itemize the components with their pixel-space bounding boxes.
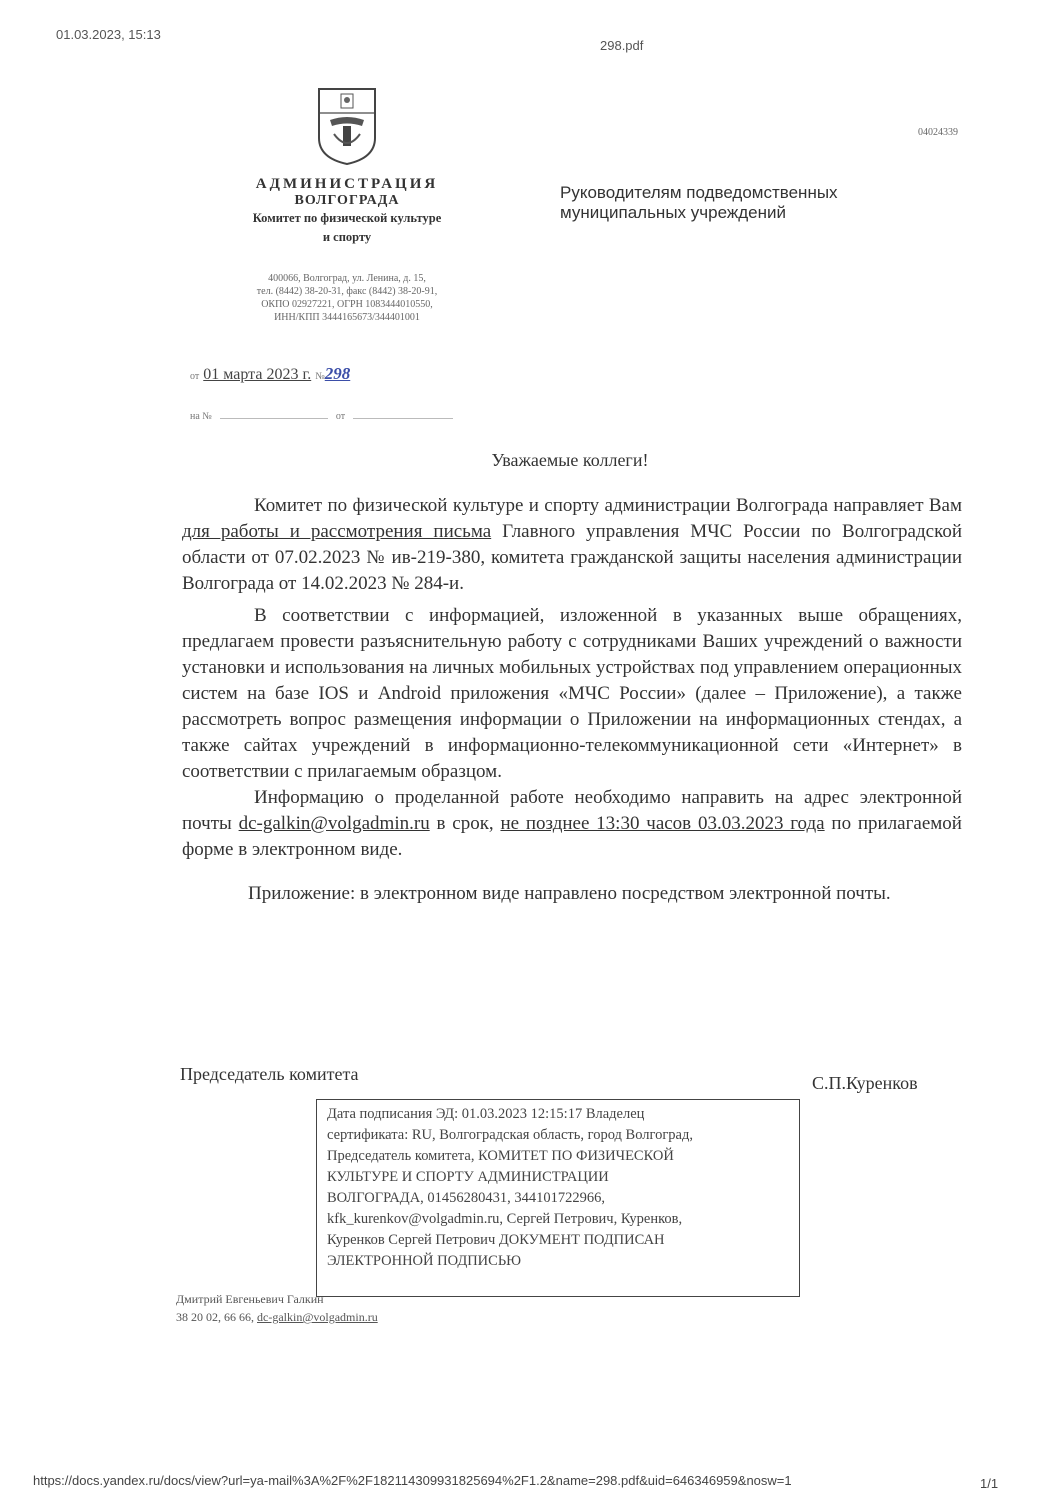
page-indicator: 1/1 [980, 1476, 999, 1491]
stamp-line: ЭЛЕКТРОННОЙ ПОДПИСЬЮ [327, 1253, 522, 1269]
address-line: ИНН/КПП 3444165673/344401001 [274, 312, 420, 323]
executor-name: Дмитрий Евгеньевич Галкин [176, 1292, 324, 1306]
reply-date-blank [353, 418, 453, 419]
address-line: 400066, Волгоград, ул. Ленина, д. 15, [268, 273, 426, 284]
paragraph-3-start: Информацию о проделанной работе необходимо направить на адрес электронной почты [182, 787, 962, 834]
executor-info [176, 1290, 378, 1326]
source-url: https://docs.yandex.ru/docs/view?url=ya-mail%3A%2F%2F182114309931825694%2F1.2&name=298.pdf&uid=646346959&nosw=1 [33, 1473, 792, 1488]
stamp-line: Председатель комитета, КОМИТЕТ ПО ФИЗИЧЕСКОЙ [327, 1148, 674, 1164]
document-date: 01 марта 2023 г. [203, 366, 312, 383]
organization-header [206, 176, 488, 247]
document-number: 298 [324, 364, 351, 383]
signer-position: Председатель комитета [180, 1064, 359, 1084]
address-line: ОКПО 02927221, ОГРН 1083444010550, [261, 299, 433, 310]
executor-phones: 38 20 02, 66 66, [176, 1310, 257, 1324]
organization-address [206, 272, 488, 324]
stamp-line: КУЛЬТУРЕ И СПОРТУ АДМИНИСТРАЦИИ [327, 1169, 609, 1185]
signer-name: С.П.Куренков [812, 1073, 918, 1093]
recipient-block [560, 183, 838, 223]
electronic-signature-stamp [316, 1099, 800, 1297]
reply-number-blank [220, 418, 328, 419]
paragraph-1-underlined: для работы и рассмотрения письма [182, 521, 492, 542]
committee-line-2: и спорту [322, 230, 372, 244]
paragraph-attachment: Приложение: в электронном виде направлено посредством электронной почты. [248, 883, 891, 904]
committee-line-1: Комитет по физической культуре [252, 211, 442, 225]
executor-contacts [176, 1308, 378, 1326]
recipient-line-2: муниципальных учреждений [560, 203, 786, 222]
reply-number-label: на № [190, 411, 212, 422]
stamp-line: Дата подписания ЭД: 01.03.2023 12:15:17 Владелец [327, 1106, 645, 1122]
stamp-line: kfk_kurenkov@volgadmin.ru, Сергей Петрович, Куренков, [327, 1211, 683, 1227]
paragraph-3-mid: в срок, [429, 813, 501, 834]
contact-email: dc-galkin@volgadmin.ru [238, 813, 430, 834]
paragraph-1 [182, 493, 962, 597]
organization-city: ВОЛГОГРАДА [294, 193, 400, 208]
deadline: не позднее 13:30 часов 03.03.2023 года [500, 813, 825, 834]
print-filename: 298.pdf [600, 38, 644, 53]
executor-email: dc-galkin@volgadmin.ru [257, 1310, 378, 1324]
paragraph-1-end: Главного управления МЧС России по Волгоградской области от 07.02.2023 № ив-219-380, комитета гражданской защиты населения администрации Волгограда от 14.02.2023 № 284-и. [182, 521, 963, 594]
letter-body [182, 493, 962, 907]
print-datetime: 01.03.2023, 15:13 [56, 27, 161, 42]
stamp-line: ВОЛГОГРАДА, 01456280431, 344101722966, [327, 1190, 606, 1206]
paragraph-3-end: по прилагаемой форме в электронном виде. [182, 813, 962, 860]
organization-name: АДМИНИСТРАЦИЯ [255, 176, 439, 192]
coat-of-arms-emblem [316, 86, 378, 166]
paragraph-2: В соответствии с информацией, изложенной в указанных выше обращениях, предлагаем провести разъяснительную работу с сотрудниками Ваших учреждений о важности установки и использования на личных мобильных устройствах под управлением операционных систем на базе IOS и Android приложения «МЧС России» (далее – Приложение), а также рассмотреть вопрос размещения информации о Приложении на информационных стендах, а также сайтах учреждений в информационно-телекоммуникационной сети «Интернет» в соответствии с прилагаемым образцом. [182, 605, 962, 782]
stamp-line: Куренков Сергей Петрович ДОКУМЕНТ ПОДПИСАН [327, 1232, 665, 1248]
ref-number-label: № [315, 371, 325, 382]
reply-reference [190, 406, 453, 424]
salutation: Уважаемые коллеги! [491, 450, 649, 470]
address-line: тел. (8442) 38-20-31, факс (8442) 38-20-91, [256, 286, 438, 297]
document-code: 04024339 [918, 127, 958, 138]
recipient-line-1: Руководителям подведомственных [560, 183, 838, 202]
document-reference [190, 364, 350, 384]
stamp-line: сертификата: RU, Волгоградская область, город Волгоград, [327, 1127, 693, 1143]
reply-from-label: от [335, 411, 346, 422]
ref-from-label: от [190, 371, 200, 382]
paragraph-1-start: Комитет по физической культуре и спорту администрации Волгограда направляет Вам [254, 495, 962, 516]
paragraph-3 [182, 785, 962, 863]
